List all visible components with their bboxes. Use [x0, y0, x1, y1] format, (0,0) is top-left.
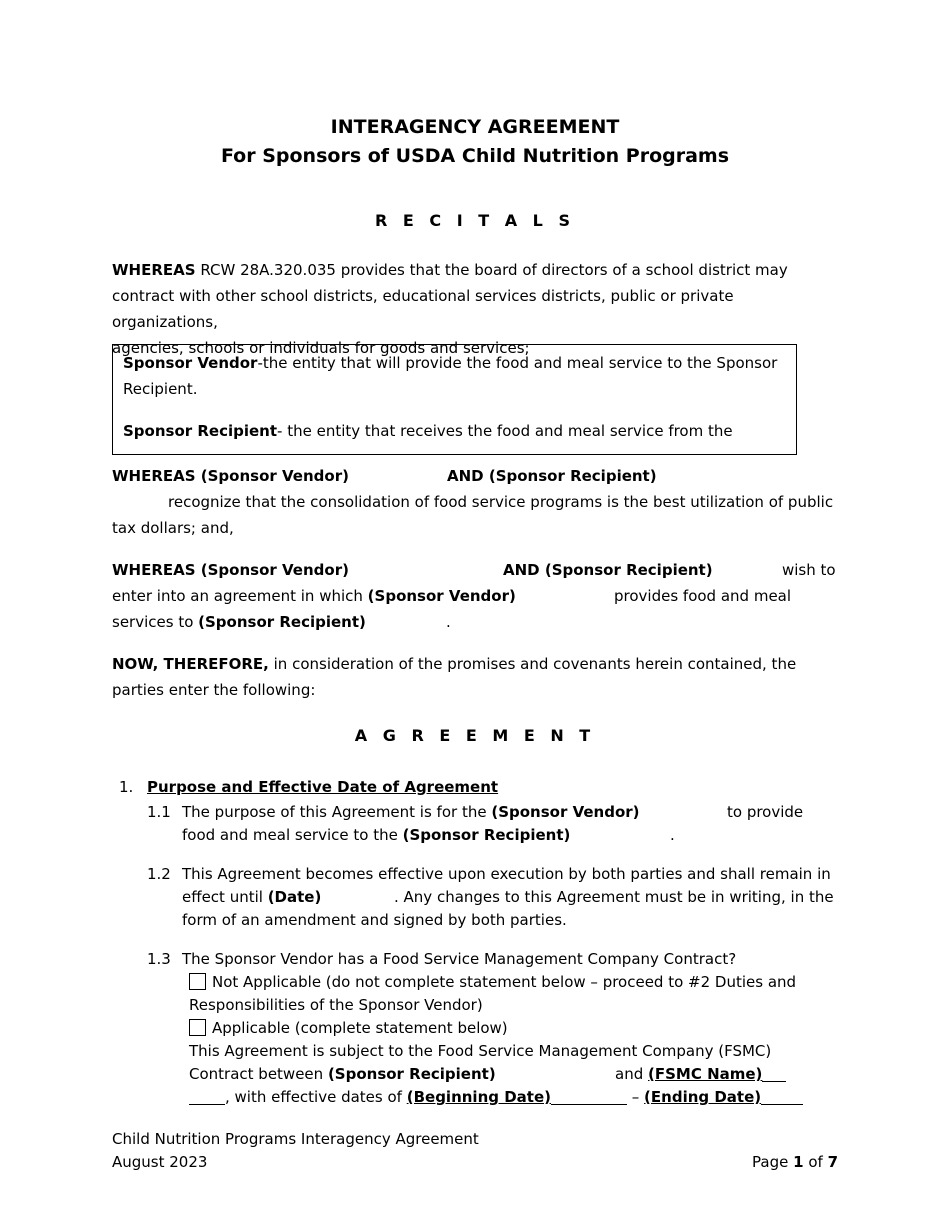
clause-1-3-number: 1.3 — [147, 950, 171, 968]
footer-left — [112, 1128, 479, 1174]
whereas-2-text-2: tax dollars; and, — [112, 519, 234, 537]
recitals-heading: R E C I T A L S — [375, 211, 575, 230]
fsmc-recipient: (Sponsor Recipient) — [327, 1065, 496, 1083]
whereas-1-text-1: RCW 28A.320.035 provides that the board of directors of a school district may — [195, 261, 788, 279]
clause-1-2 — [182, 863, 842, 932]
fsmc-leading-blank[interactable] — [189, 1088, 225, 1105]
clause-1-2-text-4: form of an amendment and signed by both parties. — [182, 911, 567, 929]
fsmc-statement-3 — [189, 1086, 839, 1109]
clause-1-3-options — [189, 971, 839, 1109]
section-1-number: 1. — [119, 778, 134, 796]
sponsor-recipient-def: - the entity that receives the food and meal service from the — [277, 422, 733, 440]
title-line-2: For Sponsors of USDA Child Nutrition Programs — [220, 145, 730, 167]
whereas-paragraph-2 — [112, 463, 838, 541]
clause-1-2-date: (Date) — [267, 888, 322, 906]
whereas-3-vendor: (Sponsor Vendor) — [367, 587, 516, 605]
page-total: 7 — [827, 1153, 838, 1171]
fsmc-contract-between: Contract between — [189, 1065, 328, 1083]
whereas-2-and: AND (Sponsor Recipient) — [447, 467, 657, 485]
clause-1-1-recipient: (Sponsor Recipient) — [402, 826, 571, 844]
option-not-applicable — [189, 971, 839, 994]
clause-1-1-vendor: (Sponsor Vendor) — [491, 803, 640, 821]
whereas-3-and: AND (Sponsor Recipient) — [503, 561, 713, 579]
applicable-checkbox[interactable] — [189, 1019, 206, 1036]
now-therefore-paragraph — [112, 651, 838, 703]
fsmc-effective-dates: , with effective dates of — [225, 1088, 407, 1106]
page-of: of — [803, 1153, 828, 1171]
fsmc-dash: – — [627, 1088, 645, 1106]
whereas-3-lead: WHEREAS (Sponsor Vendor) — [112, 561, 349, 579]
whereas-3-text-2: services to — [112, 613, 199, 631]
page-current: 1 — [793, 1153, 804, 1171]
whereas-2-lead: WHEREAS (Sponsor Vendor) — [112, 467, 349, 485]
whereas-1-text-2: contract with other school districts, educational services districts, public or private organizations, — [112, 287, 734, 331]
section-1-title-text: Purpose and Effective Date of Agreement — [147, 778, 499, 796]
fsmc-name-blank[interactable] — [762, 1065, 786, 1082]
sponsor-vendor-def-2: Recipient. — [123, 380, 198, 398]
clause-1-2-number: 1.2 — [147, 865, 171, 883]
whereas-1-lead: WHEREAS — [112, 261, 196, 279]
clause-1-1-number: 1.1 — [147, 803, 171, 821]
option-not-applicable-text-2: Responsibilities of the Sponsor Vendor) — [189, 996, 483, 1014]
definitions-box — [112, 344, 797, 455]
whereas-2-text-1: recognize that the consolidation of food service programs is the best utilization of public — [168, 493, 834, 511]
document-page — [112, 0, 838, 1230]
title-line-1: INTERAGENCY AGREEMENT — [330, 116, 620, 138]
whereas-3-recipient: (Sponsor Recipient) — [198, 613, 366, 631]
fsmc-ending-blank[interactable] — [761, 1088, 803, 1105]
now-therefore-text-2: parties enter the following: — [112, 681, 316, 699]
option-applicable-text: Applicable (complete statement below) — [212, 1019, 508, 1037]
clause-1-1-text-1: The purpose of this Agreement is for the — [182, 803, 492, 821]
page-number — [752, 1151, 838, 1174]
now-therefore-text-1: in consideration of the promises and covenants herein contained, the — [268, 655, 797, 673]
clause-1-1-text-2: to provide — [727, 803, 804, 821]
clause-1-1-period: . — [670, 826, 675, 844]
whereas-3-wish: wish to — [782, 561, 836, 579]
not-applicable-checkbox[interactable] — [189, 973, 206, 990]
fsmc-name: (FSMC Name) — [648, 1065, 763, 1083]
sponsor-recipient-term: Sponsor Recipient — [123, 422, 278, 440]
fsmc-beginning-blank[interactable] — [551, 1088, 627, 1105]
footer-doc-name: Child Nutrition Programs Interagency Agreement — [112, 1130, 479, 1148]
option-applicable — [189, 1017, 839, 1040]
clause-1-1 — [182, 801, 842, 847]
footer-date: August 2023 — [112, 1153, 208, 1171]
clause-1-2-text-2: effect until — [182, 888, 268, 906]
whereas-3-period: . — [446, 613, 451, 631]
fsmc-statement-1: This Agreement is subject to the Food Service Management Company (FSMC) — [189, 1042, 772, 1060]
fsmc-and: and — [615, 1065, 648, 1083]
definition-sponsor-vendor — [123, 350, 786, 402]
definition-sponsor-recipient — [123, 418, 786, 444]
now-therefore-lead: NOW, THEREFORE, — [112, 655, 269, 673]
sponsor-vendor-term: Sponsor Vendor — [123, 354, 258, 372]
section-1-title — [147, 774, 498, 800]
clause-1-3-question: The Sponsor Vendor has a Food Service Management Company Contract? — [182, 950, 737, 968]
document-title — [112, 113, 838, 171]
whereas-3-provides: provides food and meal — [614, 587, 792, 605]
fsmc-statement-2 — [189, 1063, 839, 1086]
whereas-3-text-1: enter into an agreement in which — [112, 587, 368, 605]
sponsor-vendor-def-1: -the entity that will provide the food and meal service to the Sponsor — [257, 354, 778, 372]
fsmc-beginning-date: (Beginning Date) — [406, 1088, 551, 1106]
agreement-heading: A G R E E M E N T — [354, 726, 596, 745]
whereas-1-text-3: agencies, schools or individuals for goods and services; — [112, 339, 530, 357]
page-label: Page — [752, 1153, 794, 1171]
option-not-applicable-text-1: Not Applicable (do not complete statement below – proceed to #2 Duties and — [212, 973, 797, 991]
clause-1-2-text-1: This Agreement becomes effective upon execution by both parties and shall remain in — [182, 865, 831, 883]
fsmc-ending-date: (Ending Date) — [644, 1088, 762, 1106]
clause-1-1-text-3: food and meal service to the — [182, 826, 403, 844]
whereas-paragraph-3 — [112, 557, 838, 635]
clause-1-2-text-3: . Any changes to this Agreement must be in writing, in the — [394, 888, 834, 906]
